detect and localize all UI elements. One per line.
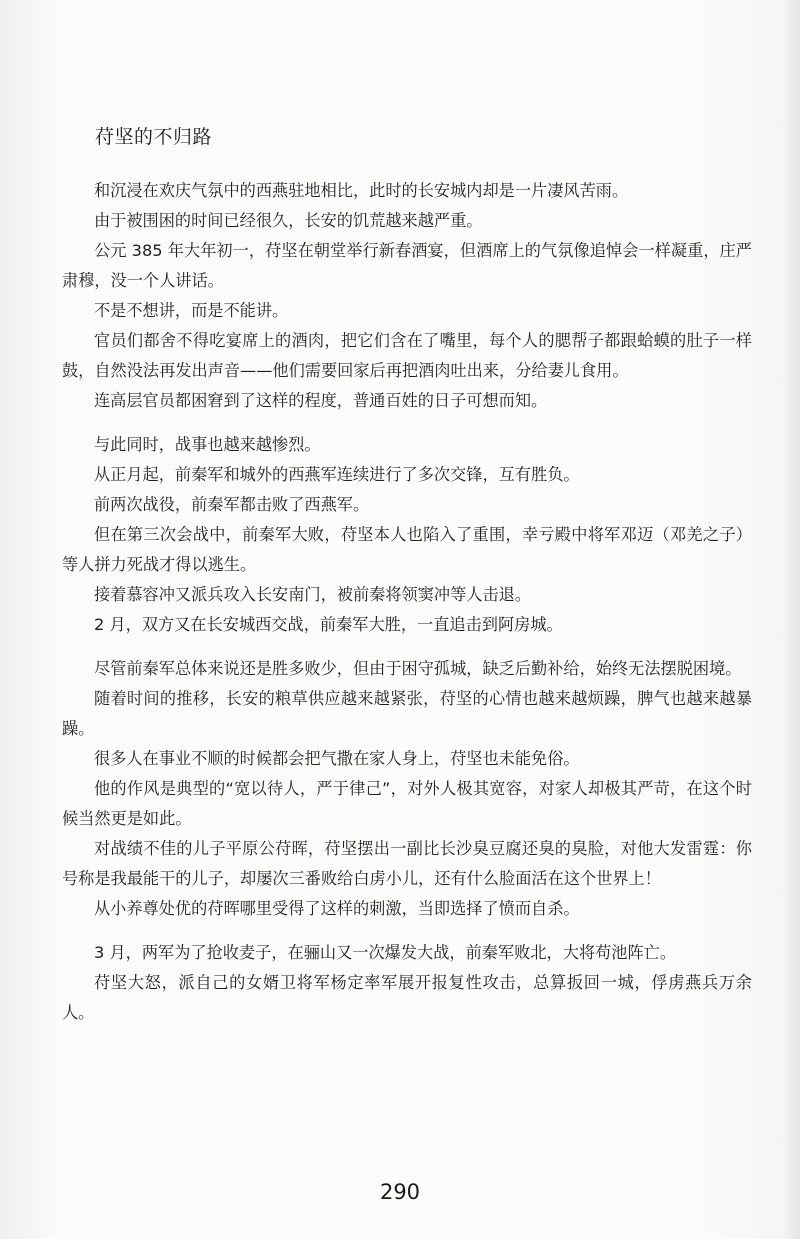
- paragraph: 2 月，双方又在长安城西交战，前秦军大胜，一直追击到阿房城。: [94, 615, 563, 634]
- paragraph: 对战绩不佳的儿子平原公苻晖，苻坚摆出一副比长沙臭豆腐还臭的臭脸，对他大发雷霆：你号称是我最能干的儿子，却屡次三番败给白虏小儿，还有什么脸面活在这个世界上！: [62, 839, 752, 888]
- paragraph: 官员们都舍不得吃宴席上的酒肉，把它们含在了嘴里，每个人的腮帮子都跟蛤蟆的肚子一样鼓，自然没法再发出声音——他们需要回家后再把酒肉吐出来，分给妻儿食用。: [62, 331, 752, 380]
- paragraph: 但在第三次会战中，前秦军大败，苻坚本人也陷入了重围，幸亏殿中将军邓迈（邓羌之子）等人拼力死战才得以逃生。: [62, 525, 752, 574]
- paragraph: 从小养尊处优的苻晖哪里受得了这样的刺激，当即选择了愤而自杀。: [94, 899, 580, 918]
- page-number: 290: [379, 1180, 421, 1204]
- paragraph: 由于被围困的时间已经很久，长安的饥荒越来越严重。: [94, 211, 483, 230]
- paragraph: 与此同时，战事也越来越惨烈。: [94, 435, 321, 454]
- paragraph: 接着慕容冲又派兵攻入长安南门，被前秦将领窦冲等人击退。: [94, 585, 532, 604]
- paragraph: 很多人在事业不顺的时候都会把气撒在家人身上，苻坚也未能免俗。: [94, 749, 580, 768]
- paragraph: 连高层官员都困窘到了这样的程度，普通百姓的日子可想而知。: [94, 391, 548, 410]
- paragraph: 从正月起，前秦军和城外的西燕军连续进行了多次交锋，互有胜负。: [94, 465, 580, 484]
- body-text: [62, 176, 752, 1028]
- paragraph: 和沉浸在欢庆气氛中的西燕驻地相比，此时的长安城内却是一片凄风苦雨。: [94, 181, 629, 200]
- paragraph: 他的作风是典型的“宽以待人，严于律己”，对外人极其宽容，对家人却极其严苛，在这个时候当然更是如此。: [62, 779, 752, 828]
- paragraph: 随着时间的推移，长安的粮草供应越来越紧张，苻坚的心情也越来越烦躁，脾气也越来越暴躁。: [62, 689, 752, 738]
- paragraph: 公元 385 年大年初一，苻坚在朝堂举行新春酒宴，但酒席上的气氛像追悼会一样凝重，庄严肃穆，没一个人讲话。: [62, 241, 752, 290]
- section-title: 苻坚的不归路: [95, 126, 213, 148]
- paragraph: 不是不想讲，而是不能讲。: [94, 301, 289, 320]
- paragraph: 尽管前秦军总体来说还是胜多败少，但由于困守孤城，缺乏后勤补给，始终无法摆脱困境。: [94, 659, 742, 678]
- paragraph: 前两次战役，前秦军都击败了西燕军。: [94, 495, 370, 514]
- paragraph: 3 月，两军为了抢收麦子，在骊山又一次爆发大战，前秦军败北，大将苟池阵亡。: [94, 943, 677, 962]
- paragraph: 苻坚大怒，派自己的女婿卫将军杨定率军展开报复性攻击，总算扳回一城，俘虏燕兵万余人。: [62, 973, 752, 1022]
